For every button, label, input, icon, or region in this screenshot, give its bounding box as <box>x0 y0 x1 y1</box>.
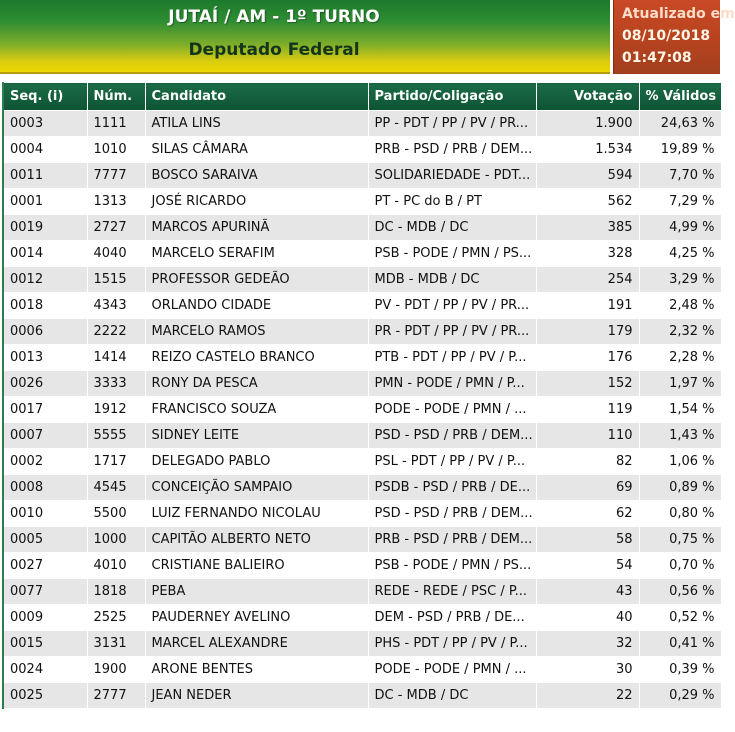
table-row <box>3 111 721 137</box>
cell-valid-percent: 0,80 % <box>639 501 721 527</box>
table-row <box>3 631 721 657</box>
cell-seq: 0012 <box>3 267 87 293</box>
cell-party: PTB - PDT / PP / PV / P... <box>368 345 536 371</box>
cell-seq: 0017 <box>3 397 87 423</box>
cell-number: 1000 <box>87 527 145 553</box>
cell-valid-percent: 24,63 % <box>639 111 721 137</box>
page-header <box>0 0 610 74</box>
cell-votes: 22 <box>536 683 639 709</box>
table-row <box>3 319 721 345</box>
cell-votes: 1.534 <box>536 137 639 163</box>
cell-valid-percent: 0,41 % <box>639 631 721 657</box>
column-header-number[interactable]: Núm. <box>87 83 145 111</box>
cell-votes: 82 <box>536 449 639 475</box>
cell-number: 1515 <box>87 267 145 293</box>
cell-party: PSD - PSD / PRB / DEM... <box>368 501 536 527</box>
cell-candidate: MARCEL ALEXANDRE <box>145 631 368 657</box>
table-header-row <box>3 83 721 111</box>
cell-valid-percent: 2,32 % <box>639 319 721 345</box>
cell-seq: 0077 <box>3 579 87 605</box>
cell-number: 5555 <box>87 423 145 449</box>
cell-number: 3333 <box>87 371 145 397</box>
cell-candidate: CRISTIANE BALIEIRO <box>145 553 368 579</box>
cell-valid-percent: 1,54 % <box>639 397 721 423</box>
cell-candidate: CONCEIÇÃO SAMPAIO <box>145 475 368 501</box>
cell-number: 2727 <box>87 215 145 241</box>
cell-number: 1912 <box>87 397 145 423</box>
table-row <box>3 683 721 709</box>
cell-candidate: MARCELO SERAFIM <box>145 241 368 267</box>
cell-seq: 0026 <box>3 371 87 397</box>
cell-seq: 0009 <box>3 605 87 631</box>
table-row <box>3 137 721 163</box>
cell-party: PRB - PSD / PRB / DEM... <box>368 137 536 163</box>
cell-seq: 0002 <box>3 449 87 475</box>
cell-candidate: DELEGADO PABLO <box>145 449 368 475</box>
cell-number: 1313 <box>87 189 145 215</box>
cell-candidate: ATILA LINS <box>145 111 368 137</box>
cell-number: 1414 <box>87 345 145 371</box>
cell-party: MDB - MDB / DC <box>368 267 536 293</box>
cell-votes: 62 <box>536 501 639 527</box>
table-row <box>3 605 721 631</box>
cell-seq: 0024 <box>3 657 87 683</box>
column-header-party[interactable]: Partido/Coligação <box>368 83 536 111</box>
cell-number: 5500 <box>87 501 145 527</box>
updated-time: 01:47:08 <box>622 50 692 66</box>
cell-candidate: ORLANDO CIDADE <box>145 293 368 319</box>
cell-seq: 0006 <box>3 319 87 345</box>
cell-votes: 54 <box>536 553 639 579</box>
cell-seq: 0010 <box>3 501 87 527</box>
cell-party: PODE - PODE / PMN / ... <box>368 657 536 683</box>
page-title: JUTAÍ / AM - 1º TURNO <box>168 7 380 27</box>
cell-valid-percent: 0,29 % <box>639 683 721 709</box>
cell-party: PR - PDT / PP / PV / PR... <box>368 319 536 345</box>
cell-votes: 191 <box>536 293 639 319</box>
cell-party: PHS - PDT / PP / PV / P... <box>368 631 536 657</box>
cell-seq: 0001 <box>3 189 87 215</box>
table-row <box>3 579 721 605</box>
cell-number: 1111 <box>87 111 145 137</box>
cell-valid-percent: 0,70 % <box>639 553 721 579</box>
cell-seq: 0018 <box>3 293 87 319</box>
results-table <box>2 82 722 709</box>
cell-valid-percent: 7,70 % <box>639 163 721 189</box>
table-row <box>3 475 721 501</box>
cell-candidate: JEAN NEDER <box>145 683 368 709</box>
cell-votes: 110 <box>536 423 639 449</box>
cell-number: 4040 <box>87 241 145 267</box>
table-row <box>3 371 721 397</box>
table-row <box>3 553 721 579</box>
cell-votes: 179 <box>536 319 639 345</box>
cell-seq: 0025 <box>3 683 87 709</box>
cell-seq: 0005 <box>3 527 87 553</box>
cell-party: PSD - PSD / PRB / DEM... <box>368 423 536 449</box>
cell-valid-percent: 3,29 % <box>639 267 721 293</box>
cell-votes: 69 <box>536 475 639 501</box>
cell-candidate: PAUDERNEY AVELINO <box>145 605 368 631</box>
cell-party: PSB - PODE / PMN / PS... <box>368 553 536 579</box>
cell-candidate: MARCOS APURINÃ <box>145 215 368 241</box>
cell-party: SOLIDARIEDADE - PDT... <box>368 163 536 189</box>
table-row <box>3 527 721 553</box>
cell-party: PODE - PODE / PMN / ... <box>368 397 536 423</box>
cell-party: PSL - PDT / PP / PV / P... <box>368 449 536 475</box>
cell-seq: 0013 <box>3 345 87 371</box>
table-row <box>3 189 721 215</box>
table-row <box>3 397 721 423</box>
column-header-votes[interactable]: Votação <box>536 83 639 111</box>
page-subtitle: Deputado Federal <box>188 40 360 60</box>
column-header-seq[interactable]: Seq. (i) <box>3 83 87 111</box>
cell-candidate: FRANCISCO SOUZA <box>145 397 368 423</box>
cell-party: PRB - PSD / PRB / DEM... <box>368 527 536 553</box>
cell-votes: 119 <box>536 397 639 423</box>
table-row <box>3 449 721 475</box>
cell-party: REDE - REDE / PSC / P... <box>368 579 536 605</box>
cell-seq: 0011 <box>3 163 87 189</box>
cell-number: 1717 <box>87 449 145 475</box>
cell-valid-percent: 0,89 % <box>639 475 721 501</box>
cell-party: PV - PDT / PP / PV / PR... <box>368 293 536 319</box>
cell-party: DC - MDB / DC <box>368 215 536 241</box>
cell-seq: 0004 <box>3 137 87 163</box>
cell-number: 4343 <box>87 293 145 319</box>
cell-party: DEM - PSD / PRB / DE... <box>368 605 536 631</box>
cell-votes: 43 <box>536 579 639 605</box>
cell-number: 7777 <box>87 163 145 189</box>
cell-valid-percent: 4,25 % <box>639 241 721 267</box>
last-updated-panel <box>613 0 735 74</box>
cell-votes: 594 <box>536 163 639 189</box>
cell-number: 2222 <box>87 319 145 345</box>
cell-number: 4545 <box>87 475 145 501</box>
cell-votes: 40 <box>536 605 639 631</box>
table-row <box>3 267 721 293</box>
updated-label: Atualizado em <box>622 6 735 22</box>
cell-candidate: LUIZ FERNANDO NICOLAU <box>145 501 368 527</box>
cell-number: 4010 <box>87 553 145 579</box>
cell-candidate: RONY DA PESCA <box>145 371 368 397</box>
column-header-valid-percent[interactable]: % Válidos <box>639 83 721 111</box>
cell-candidate: SIDNEY LEITE <box>145 423 368 449</box>
cell-valid-percent: 0,39 % <box>639 657 721 683</box>
cell-candidate: MARCELO RAMOS <box>145 319 368 345</box>
cell-votes: 385 <box>536 215 639 241</box>
cell-votes: 562 <box>536 189 639 215</box>
cell-candidate: BOSCO SARAIVA <box>145 163 368 189</box>
table-row <box>3 163 721 189</box>
cell-candidate: PROFESSOR GEDEÃO <box>145 267 368 293</box>
cell-seq: 0014 <box>3 241 87 267</box>
cell-number: 1900 <box>87 657 145 683</box>
table-row <box>3 293 721 319</box>
cell-seq: 0003 <box>3 111 87 137</box>
cell-party: PP - PDT / PP / PV / PR... <box>368 111 536 137</box>
cell-candidate: JOSÉ RICARDO <box>145 189 368 215</box>
cell-number: 3131 <box>87 631 145 657</box>
updated-date: 08/10/2018 <box>622 28 711 44</box>
cell-number: 2525 <box>87 605 145 631</box>
cell-valid-percent: 1,06 % <box>639 449 721 475</box>
cell-votes: 152 <box>536 371 639 397</box>
cell-seq: 0027 <box>3 553 87 579</box>
cell-valid-percent: 0,75 % <box>639 527 721 553</box>
cell-candidate: SILAS CÂMARA <box>145 137 368 163</box>
cell-number: 1818 <box>87 579 145 605</box>
cell-votes: 1.900 <box>536 111 639 137</box>
cell-votes: 58 <box>536 527 639 553</box>
cell-number: 2777 <box>87 683 145 709</box>
cell-votes: 30 <box>536 657 639 683</box>
cell-party: PSB - PODE / PMN / PS... <box>368 241 536 267</box>
cell-valid-percent: 19,89 % <box>639 137 721 163</box>
table-row <box>3 345 721 371</box>
cell-number: 1010 <box>87 137 145 163</box>
cell-seq: 0007 <box>3 423 87 449</box>
table-row <box>3 241 721 267</box>
cell-party: PMN - PODE / PMN / P... <box>368 371 536 397</box>
cell-party: DC - MDB / DC <box>368 683 536 709</box>
cell-seq: 0019 <box>3 215 87 241</box>
cell-votes: 328 <box>536 241 639 267</box>
cell-valid-percent: 2,28 % <box>639 345 721 371</box>
cell-valid-percent: 0,56 % <box>639 579 721 605</box>
table-row <box>3 501 721 527</box>
cell-votes: 254 <box>536 267 639 293</box>
cell-candidate: CAPITÃO ALBERTO NETO <box>145 527 368 553</box>
table-row <box>3 657 721 683</box>
cell-valid-percent: 7,29 % <box>639 189 721 215</box>
cell-candidate: PEBA <box>145 579 368 605</box>
cell-valid-percent: 2,48 % <box>639 293 721 319</box>
table-row <box>3 215 721 241</box>
column-header-candidate[interactable]: Candidato <box>145 83 368 111</box>
cell-party: PT - PC do B / PT <box>368 189 536 215</box>
cell-party: PSDB - PSD / PRB / DE... <box>368 475 536 501</box>
cell-seq: 0015 <box>3 631 87 657</box>
cell-candidate: REIZO CASTELO BRANCO <box>145 345 368 371</box>
cell-valid-percent: 0,52 % <box>639 605 721 631</box>
table-row <box>3 423 721 449</box>
cell-votes: 32 <box>536 631 639 657</box>
cell-valid-percent: 1,97 % <box>639 371 721 397</box>
cell-candidate: ARONE BENTES <box>145 657 368 683</box>
cell-votes: 176 <box>536 345 639 371</box>
cell-valid-percent: 1,43 % <box>639 423 721 449</box>
cell-seq: 0008 <box>3 475 87 501</box>
cell-valid-percent: 4,99 % <box>639 215 721 241</box>
